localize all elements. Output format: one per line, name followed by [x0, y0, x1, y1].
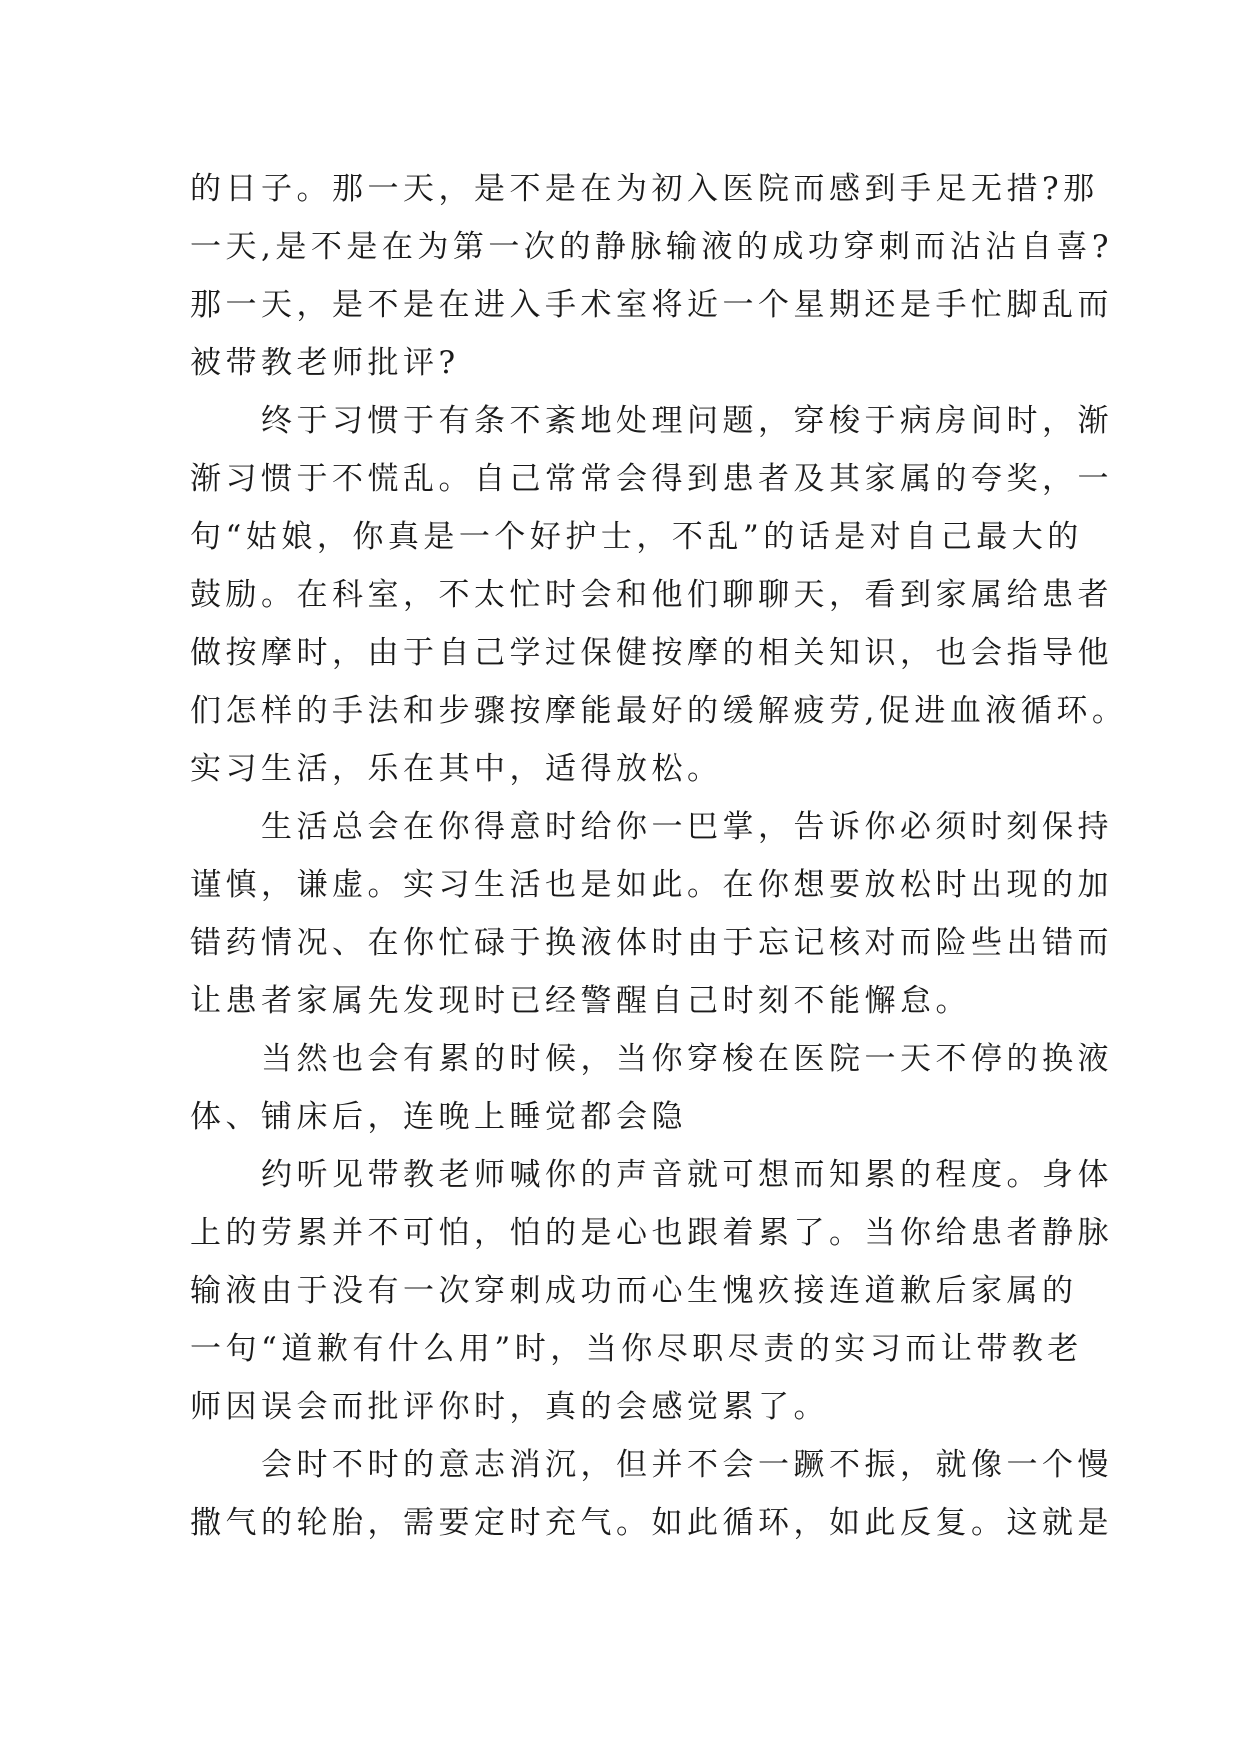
- text-line: 体、铺床后，连晚上睡觉都会隐: [190, 1099, 687, 1135]
- text-line: 被带教老师批评?: [190, 345, 460, 381]
- text-line: 那一天，是不是在进入手术室将近一个星期还是手忙脚乱而: [190, 287, 1113, 323]
- text-line: 当然也会有累的时候，当你穿梭在医院一天不停的换液: [190, 1041, 1113, 1077]
- text-line: 撒气的轮胎，需要定时充气。如此循环，如此反复。这就是: [190, 1505, 1113, 1541]
- text-line: 师因误会而批评你时，真的会感觉累了。: [190, 1389, 829, 1425]
- text-line: 约听见带教老师喊你的声音就可想而知累的程度。身体: [190, 1157, 1113, 1193]
- text-line: 鼓励。在科室，不太忙时会和他们聊聊天，看到家属给患者: [190, 577, 1113, 613]
- text-line: 谨慎，谦虚。实习生活也是如此。在你想要放松时出现的加: [190, 867, 1113, 903]
- text-line: 生活总会在你得意时给你一巴掌，告诉你必须时刻保持: [190, 809, 1113, 845]
- text-line: 上的劳累并不可怕，怕的是心也跟着累了。当你给患者静脉: [190, 1215, 1113, 1251]
- text-line: 做按摩时，由于自己学过保健按摩的相关知识，也会指导他: [190, 635, 1113, 671]
- text-line: 错药情况、在你忙碌于换液体时由于忘记核对而险些出错而: [190, 925, 1113, 961]
- text-line: 们怎样的手法和步骤按摩能最好的缓解疲劳,促进血液循环。: [190, 693, 1128, 729]
- text-line: 终于习惯于有条不紊地处理问题，穿梭于病房间时，渐: [190, 403, 1113, 439]
- text-line: 一天,是不是在为第一次的静脉输液的成功穿刺而沾沾自喜?: [190, 229, 1113, 265]
- text-line: 会时不时的意志消沉，但并不会一蹶不振，就像一个慢: [190, 1447, 1113, 1483]
- text-line: 渐习惯于不慌乱。自己常常会得到患者及其家属的夸奖，一: [190, 461, 1113, 497]
- document-body: [190, 160, 1128, 1552]
- text-line: 一句“道歉有什么用”时，当你尽职尽责的实习而让带教老: [190, 1331, 1083, 1367]
- text-line: 句“姑娘，你真是一个好护士，不乱”的话是对自己最大的: [190, 519, 1083, 555]
- text-line: 实习生活，乐在其中，适得放松。: [190, 751, 723, 787]
- text-line: 让患者家属先发现时已经警醒自己时刻不能懈怠。: [190, 983, 971, 1019]
- text-line: 的日子。那一天，是不是在为初入医院而感到手足无措?那: [190, 171, 1099, 207]
- text-line: 输液由于没有一次穿刺成功而心生愧疚接连道歉后家属的: [190, 1273, 1078, 1309]
